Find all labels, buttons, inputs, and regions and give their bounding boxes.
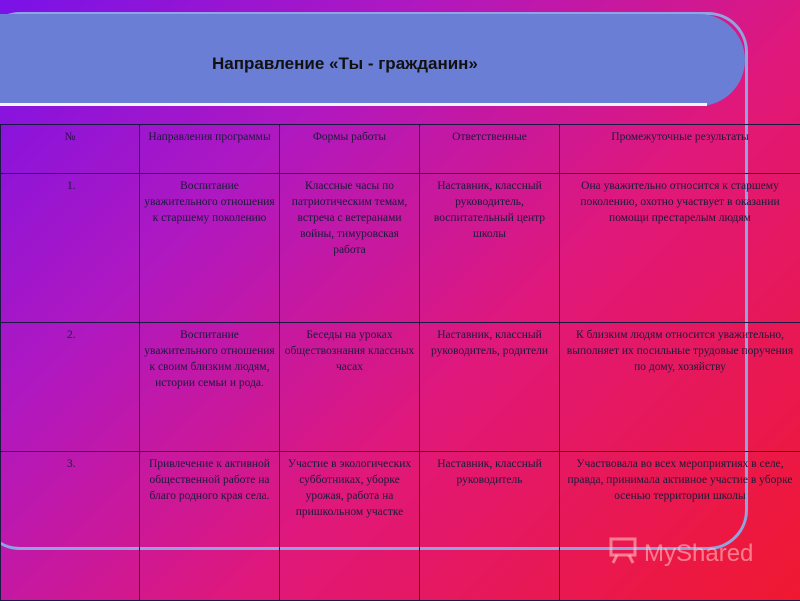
- row-number: 2.: [1, 323, 140, 452]
- row-results: К близким людям относится уважительно, выполняет их посильные трудовые поручения по дому, хозяйству: [560, 323, 800, 452]
- header-forms: Формы работы: [280, 125, 420, 174]
- row-forms: Классные часы по патриотическим темам, встреча с ветеранами войны, тимуровская работа: [280, 174, 420, 323]
- table-row: [1, 323, 800, 452]
- row-forms: Беседы на уроках обществознания классных часах: [280, 323, 420, 452]
- row-number: 3.: [1, 452, 140, 601]
- row-number: 1.: [1, 174, 140, 323]
- header-results: Промежуточные результаты: [560, 125, 800, 174]
- row-direction: Воспитание уважительного отношения к старшему поколению: [140, 174, 280, 323]
- table-header-row: [1, 125, 800, 174]
- page-title: Направление «Ты - гражданин»: [212, 54, 478, 74]
- header-responsible: Ответственные: [420, 125, 560, 174]
- row-forms: Участие в экологических субботниках, уборке урожая, работа на пришкольном участке: [280, 452, 420, 601]
- table-row: [1, 174, 800, 323]
- row-direction: Воспитание уважительного отношения к своим близким людям, истории семьи и рода.: [140, 323, 280, 452]
- presentation-icon: [608, 536, 638, 571]
- row-responsible: Наставник, классный руководитель, воспитательный центр школы: [420, 174, 560, 323]
- row-results: Она уважительно относится к старшему поколению, охотно участвует в оказании помощи престарелым людям: [560, 174, 800, 323]
- row-direction: Привлечение к активной общественной работе на благо родного края села.: [140, 452, 280, 601]
- table-row: [1, 452, 800, 601]
- watermark-text: MyShared: [644, 540, 753, 568]
- watermark-logo: [608, 536, 753, 571]
- title-underline: [0, 103, 707, 106]
- row-responsible: Наставник, классный руководитель, родители: [420, 323, 560, 452]
- program-table: [0, 124, 800, 601]
- header-number: №: [1, 125, 140, 174]
- row-responsible: Наставник, классный руководитель: [420, 452, 560, 601]
- row-results: Участвовала во всех мероприятиях в селе, правда, принимала активное участие в уборке осенью территории школы: [560, 452, 800, 601]
- header-direction: Направления программы: [140, 125, 280, 174]
